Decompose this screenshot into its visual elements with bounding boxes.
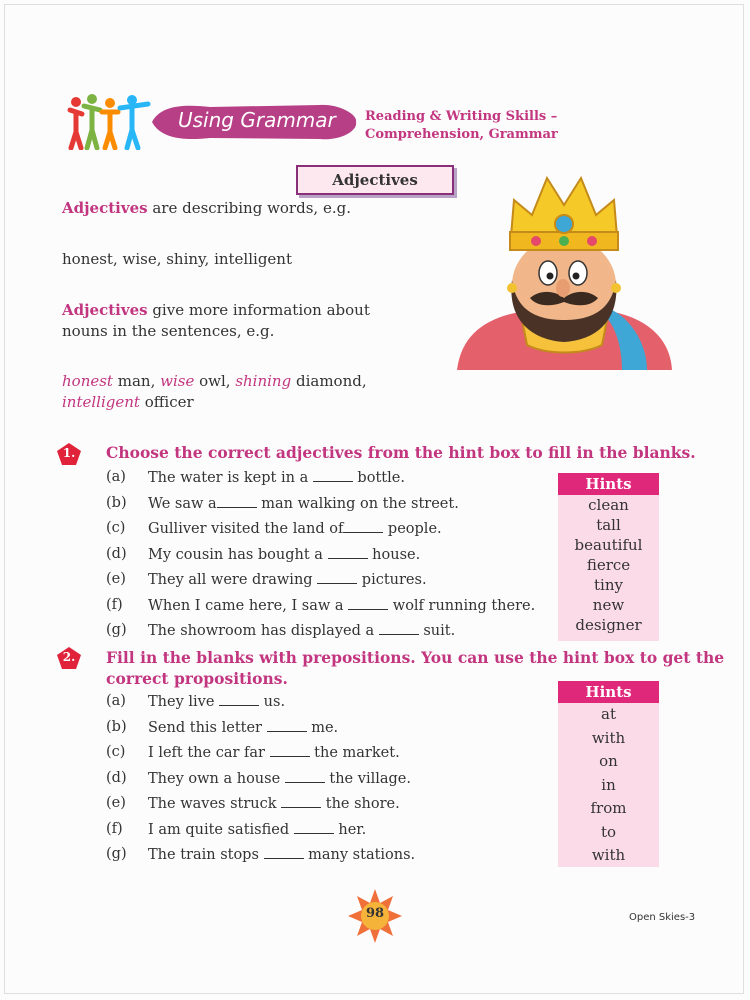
banner-title: Using Grammar bbox=[178, 108, 336, 132]
intro-paragraph-1: Adjectives are describing words, e.g. bbox=[62, 199, 351, 217]
hint-word: with bbox=[591, 846, 626, 864]
item-sentence: The water is kept in a bottle. bbox=[148, 467, 405, 488]
item-label: (d) bbox=[106, 769, 127, 786]
answer-blank[interactable] bbox=[264, 844, 304, 859]
page-number: 98 bbox=[365, 906, 385, 921]
item-sentence: We saw a man walking on the street. bbox=[148, 493, 459, 514]
intro-examples: honest, wise, shiny, intelligent bbox=[62, 250, 292, 268]
answer-blank[interactable] bbox=[379, 620, 419, 635]
hint-word: at bbox=[601, 705, 616, 723]
exercise-item bbox=[106, 518, 546, 538]
exercise-item bbox=[106, 844, 546, 864]
exercise-item bbox=[106, 595, 546, 615]
item-label: (b) bbox=[106, 494, 127, 511]
king-illustration bbox=[452, 170, 677, 375]
hint-word: designer bbox=[575, 616, 642, 634]
exercise-item bbox=[106, 544, 546, 564]
item-sentence: I left the car far the market. bbox=[148, 742, 400, 763]
item-sentence: The train stops many stations. bbox=[148, 844, 415, 865]
question-2-instruction: Fill in the blanks with prepositions. You can use the hint box to get the correct propositions. bbox=[106, 648, 725, 688]
item-label: (b) bbox=[106, 718, 127, 735]
item-sentence: Gulliver visited the land of people. bbox=[148, 518, 442, 539]
hint-box-2 bbox=[558, 681, 659, 867]
hint-word: in bbox=[601, 775, 616, 794]
item-label: (e) bbox=[106, 571, 126, 587]
question-1-instruction: Choose the correct adjectives from the hint box to fill in the blanks. bbox=[106, 443, 696, 462]
hint-word: fierce bbox=[586, 556, 631, 574]
hint-word: tall bbox=[596, 516, 621, 534]
hint-box-1 bbox=[558, 473, 659, 641]
item-sentence: They own a house the village. bbox=[148, 768, 411, 789]
item-sentence: The showroom has displayed a suit. bbox=[148, 620, 455, 641]
answer-blank[interactable] bbox=[281, 793, 321, 808]
exercise-item bbox=[106, 819, 546, 839]
skills-heading: Reading & Writing Skills – Comprehension, Grammar bbox=[365, 109, 558, 142]
hint-word: from bbox=[590, 799, 627, 817]
exercise-item bbox=[106, 493, 546, 513]
item-label: (f) bbox=[106, 596, 123, 613]
answer-blank[interactable] bbox=[270, 742, 310, 757]
hint-word: to bbox=[600, 822, 617, 841]
item-label: (c) bbox=[106, 744, 126, 760]
question-1-number: 1. bbox=[62, 446, 76, 460]
item-sentence: I am quite satisfied her. bbox=[148, 819, 366, 840]
hint-word: tiny bbox=[594, 576, 623, 594]
exercise-item bbox=[106, 620, 546, 640]
exercise-item bbox=[106, 768, 546, 788]
item-sentence: They live us. bbox=[148, 691, 285, 712]
exercise-item bbox=[106, 793, 546, 813]
item-label: (a) bbox=[106, 469, 126, 485]
hint-word: clean bbox=[588, 496, 629, 514]
answer-blank[interactable] bbox=[285, 768, 325, 783]
hint-word: new bbox=[592, 596, 625, 614]
book-footer: Open Skies-3 bbox=[629, 912, 696, 923]
answer-blank[interactable] bbox=[219, 691, 259, 706]
item-label: (g) bbox=[106, 622, 127, 638]
hint-box-2-title: Hints bbox=[558, 681, 659, 703]
exercise-item bbox=[106, 742, 546, 762]
item-label: (d) bbox=[106, 545, 127, 562]
exercise-item bbox=[106, 691, 546, 711]
item-sentence: When I came here, I saw a wolf running there. bbox=[148, 595, 535, 616]
hint-word: beautiful bbox=[574, 536, 643, 554]
item-sentence: Send this letter me. bbox=[148, 717, 338, 738]
item-sentence: They all were drawing pictures. bbox=[148, 569, 427, 590]
item-sentence: The waves struck the shore. bbox=[148, 793, 400, 814]
answer-blank[interactable] bbox=[328, 544, 368, 559]
hint-word: on bbox=[599, 752, 618, 770]
question-2-number: 2. bbox=[62, 650, 76, 664]
item-sentence: My cousin has bought a house. bbox=[148, 544, 420, 565]
answer-blank[interactable] bbox=[267, 717, 307, 732]
hint-box-1-title: Hints bbox=[558, 473, 659, 495]
section-title: Adjectives bbox=[296, 165, 454, 195]
item-label: (f) bbox=[106, 820, 123, 837]
exercise-item bbox=[106, 467, 546, 487]
intro-paragraph-2: Adjectives give more information about nouns in the sentences, e.g. bbox=[62, 301, 370, 340]
answer-blank[interactable] bbox=[317, 569, 357, 584]
item-label: (a) bbox=[106, 693, 126, 709]
answer-blank[interactable] bbox=[294, 819, 334, 834]
exercise-item bbox=[106, 717, 546, 737]
item-label: (g) bbox=[106, 846, 127, 862]
answer-blank[interactable] bbox=[217, 493, 257, 508]
answer-blank[interactable] bbox=[348, 595, 388, 610]
children-logo-icon bbox=[62, 94, 154, 150]
answer-blank[interactable] bbox=[313, 467, 353, 482]
hint-word: with bbox=[591, 728, 626, 747]
answer-blank[interactable] bbox=[343, 518, 383, 533]
exercise-item bbox=[106, 569, 546, 589]
item-label: (e) bbox=[106, 795, 126, 811]
item-label: (c) bbox=[106, 520, 126, 536]
intro-example-phrases: honest man, wise owl, shining diamond, intelligent officer bbox=[62, 372, 367, 411]
